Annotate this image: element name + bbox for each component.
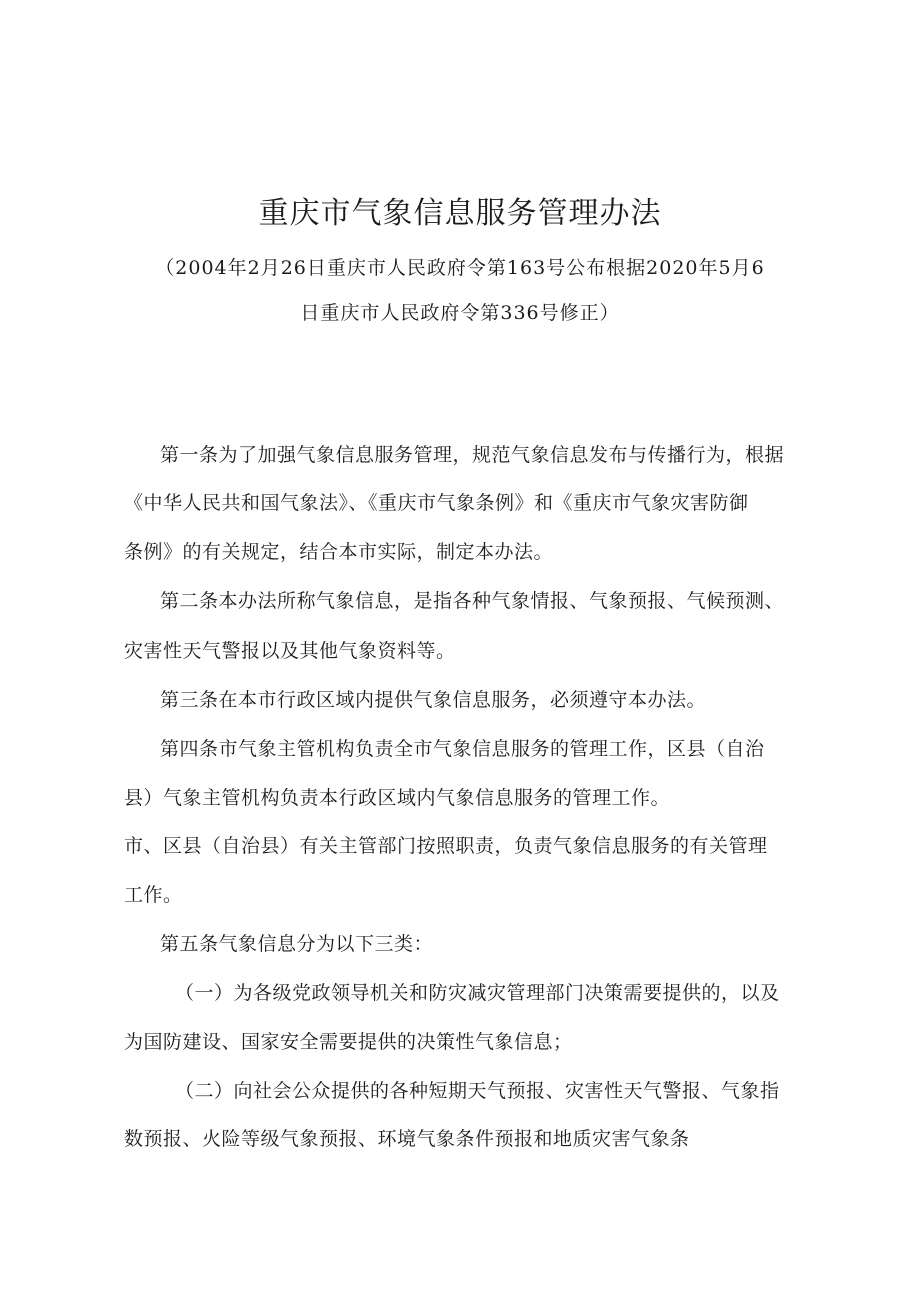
- document-subtitle-line-2: 日重庆市人民政府令第336号修正）: [300, 302, 620, 324]
- article-5-item-1-line-1: （一）为各级党政领导机关和防灾减灾管理部门决策需要提供的，以及: [175, 982, 780, 1004]
- article-5-item-2-line-1: （二）向社会公众提供的各种短期天气预报、灾害性天气警报、气象指: [175, 1080, 780, 1102]
- article-4-line-2: 县）气象主管机构负责本行政区域内气象信息服务的管理工作。: [124, 787, 671, 809]
- document-subtitle-line-1: （2004年2月26日重庆市人民政府令第163号公布根据2020年5月6: [155, 257, 765, 279]
- document-title: 重庆市气象信息服务管理办法: [258, 196, 662, 231]
- article-4-line-1: 第四条市气象主管机构负责全市气象信息服务的管理工作，区县（自治: [160, 738, 765, 760]
- article-4-line-3: 市、区县（自治县）有关主管部门按照职责，负责气象信息服务的有关管理: [124, 835, 768, 857]
- article-2-line-2: 灾害性天气警报以及其他气象资料等。: [124, 640, 456, 662]
- article-3-line-1: 第三条在本市行政区域内提供气象信息服务，必须遵守本办法。: [160, 689, 707, 711]
- article-1-line-2: 《中华人民共和国气象法》、《重庆市气象条例》和《重庆市气象灾害防御: [124, 492, 749, 514]
- article-5-line-1: 第五条气象信息分为以下三类：: [160, 933, 434, 955]
- article-4-line-4: 工作。: [124, 884, 183, 906]
- article-1-line-1: 第一条为了加强气象信息服务管理，规范气象信息发布与传播行为，根据: [160, 444, 785, 466]
- article-2-line-1: 第二条本办法所称气象信息，是指各种气象情报、气象预报、气候预测、: [160, 590, 785, 612]
- article-1-line-3: 条例》的有关规定，结合本市实际，制定本办法。: [124, 541, 554, 563]
- article-5-item-2-line-2: 数预报、火险等级气象预报、环境气象条件预报和地质灾害气象条: [124, 1128, 690, 1150]
- article-5-item-1-line-2: 为国防建设、国家安全需要提供的决策性气象信息；: [124, 1031, 573, 1053]
